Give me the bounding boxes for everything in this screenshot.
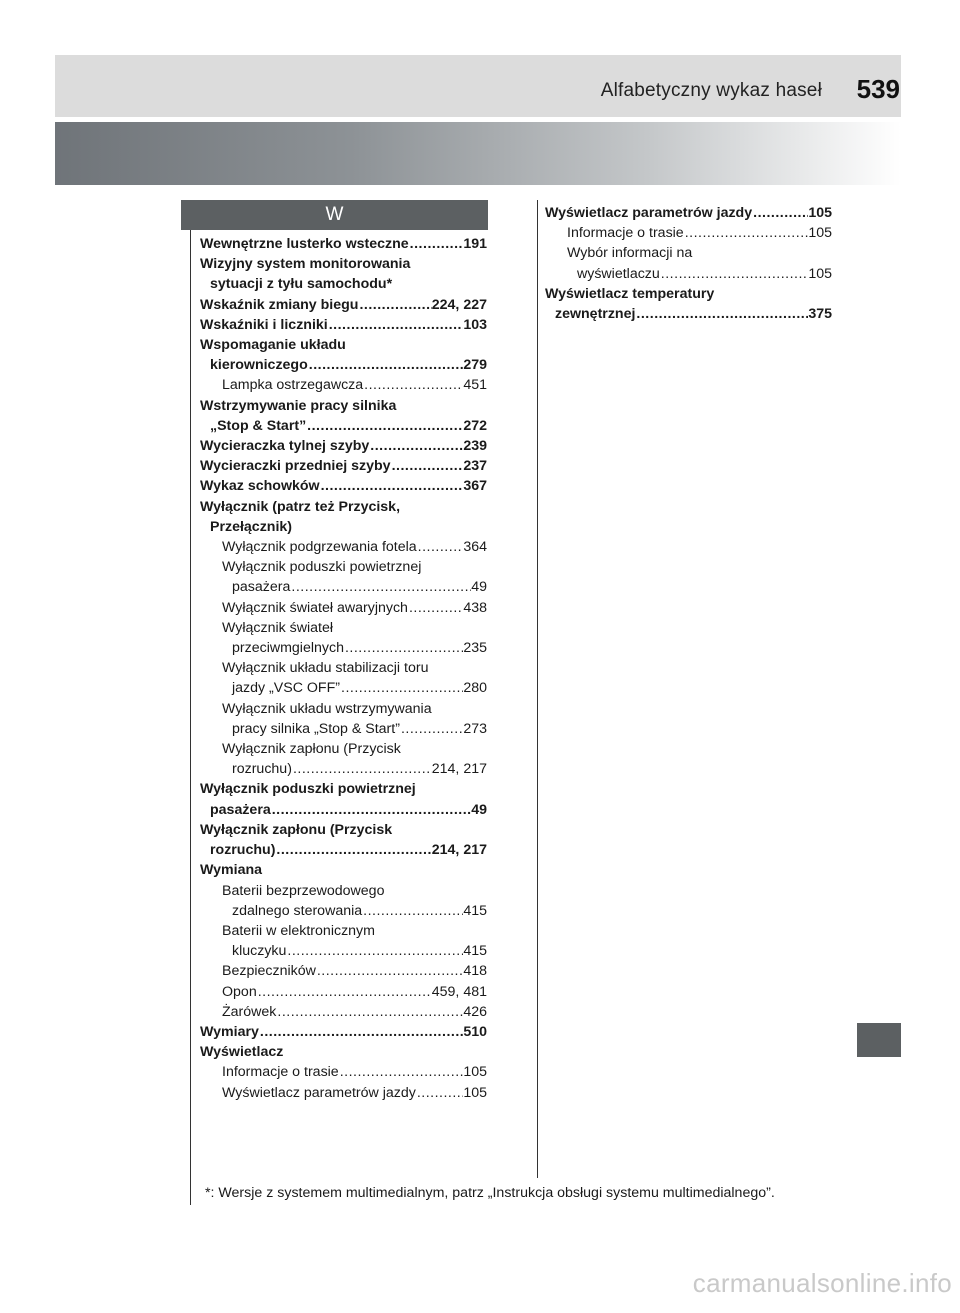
index-subentry — [200, 1062, 487, 1082]
index-column-1 — [200, 234, 487, 1103]
index-entry-text: Wymiana — [200, 862, 263, 879]
dot-leader — [290, 577, 471, 597]
index-entry — [200, 254, 487, 294]
index-entry-text: rozruchu) — [210, 842, 276, 859]
dot-leader — [344, 638, 463, 658]
index-page-ref: 426 — [463, 1003, 487, 1020]
index-page-ref: 510 — [463, 1023, 487, 1040]
footnote: *: Wersje z systemem multimedialnym, patrz „Instrukcja obsługi systemu multimedialnego”. — [205, 1185, 775, 1201]
index-page-ref: 273 — [463, 720, 487, 737]
index-entry-text: Wyłącznik (patrz też Przycisk, — [200, 498, 401, 515]
index-subentry — [200, 598, 487, 618]
column-divider-middle — [537, 200, 538, 1178]
index-page-ref: 191 — [463, 236, 487, 252]
index-page-ref: 451 — [463, 377, 487, 394]
index-entry-text: Wycieraczka tylnej szyby — [200, 438, 370, 455]
dot-leader — [363, 375, 463, 395]
dot-leader — [408, 598, 463, 618]
index-page-ref: 214, 217 — [431, 842, 487, 859]
index-entry-text: Wymiary — [200, 1023, 259, 1040]
dot-leader — [752, 203, 808, 223]
index-page-ref: 418 — [463, 963, 487, 980]
column-divider-left — [190, 230, 191, 1205]
index-subentry — [200, 921, 487, 961]
index-entry-text: Wspomaganie układu — [200, 337, 346, 354]
dot-leader — [417, 537, 464, 557]
index-entry-text: Przełącznik) — [210, 518, 293, 535]
index-page-ref: 272 — [463, 417, 487, 434]
index-page-ref: 415 — [463, 943, 487, 960]
index-page-ref: 367 — [463, 478, 487, 495]
dot-leader — [635, 304, 808, 324]
dot-leader — [409, 234, 464, 254]
index-entry-text: pasażera — [232, 579, 291, 596]
dot-leader — [339, 1062, 464, 1082]
index-entry — [200, 436, 487, 456]
index-page-ref: 105 — [808, 225, 832, 242]
index-entry-text: jazdy „VSC OFF” — [232, 680, 340, 697]
index-entry — [200, 1022, 487, 1042]
index-page-ref: 214, 217 — [431, 761, 487, 778]
dot-leader — [259, 1022, 463, 1042]
index-entry-text: kierowniczego — [210, 357, 308, 374]
index-entry-text: Bezpieczników — [222, 963, 316, 980]
dot-leader — [358, 295, 431, 315]
index-entry — [200, 860, 487, 880]
index-entry — [200, 820, 487, 860]
index-page-ref: 239 — [463, 438, 487, 455]
dot-leader — [257, 982, 432, 1002]
dot-leader — [400, 719, 463, 739]
index-entry-text: Wycieraczki przedniej szyby — [200, 458, 391, 475]
index-entry-text: pasażera — [210, 801, 271, 818]
index-page-ref: 415 — [463, 902, 487, 919]
index-entry-text: Wyłącznik poduszki powietrznej — [222, 559, 422, 576]
site-watermark: carmanualsonline.info — [692, 1268, 952, 1298]
index-page-ref: 279 — [463, 357, 487, 374]
dot-leader — [391, 456, 464, 476]
index-page-ref: 364 — [463, 539, 487, 556]
index-entry-text: zewnętrznej — [555, 306, 636, 323]
index-page-ref: 105 — [808, 265, 832, 282]
dot-leader — [275, 840, 431, 860]
index-entry-text: „Stop & Start” — [210, 417, 307, 434]
index-subentry — [200, 375, 487, 395]
index-subentry — [545, 223, 832, 243]
index-page-ref: 375 — [808, 306, 832, 323]
index-page-ref: 105 — [463, 1084, 487, 1101]
index-entry-text: Wyświetlacz temperatury — [545, 285, 715, 302]
index-entry-text: Żarówek — [222, 1003, 277, 1020]
index-page-ref: 224, 227 — [431, 296, 487, 313]
page-header-title: Alfabetyczny wykaz haseł — [600, 80, 822, 101]
dot-leader — [320, 476, 464, 496]
index-entry — [200, 476, 487, 496]
index-entry — [200, 295, 487, 315]
index-column-2 — [545, 203, 832, 324]
dot-leader — [684, 223, 809, 243]
index-entry-text: Lampka ostrzegawcza — [222, 377, 364, 394]
index-entry-text: Wyświetlacz — [200, 1044, 284, 1061]
index-entry-text: Informacje o trasie — [222, 1064, 339, 1081]
index-entry-text: Informacje o trasie — [567, 225, 684, 242]
dot-leader — [308, 355, 464, 375]
index-entry-text: przeciwmgielnych — [232, 640, 344, 657]
index-subentry — [200, 961, 487, 981]
dot-leader — [292, 759, 432, 779]
index-entry-text: Wybór informacji na — [567, 245, 693, 262]
index-subentry — [200, 1083, 487, 1103]
index-page-ref: 105 — [463, 1064, 487, 1081]
index-entry-text: Opon — [222, 983, 257, 1000]
index-page-ref: 438 — [463, 599, 487, 616]
index-entry-text: Baterii w elektronicznym — [222, 922, 375, 939]
index-subentry — [200, 1002, 487, 1022]
dot-leader — [660, 264, 809, 284]
index-page-ref: 459, 481 — [431, 983, 487, 1000]
index-entry-text: Wstrzymywanie pracy silnika — [200, 397, 397, 414]
index-entry — [200, 456, 487, 476]
index-entry-text: Wyłącznik świateł — [222, 619, 334, 636]
section-letter-tab: W — [181, 200, 488, 230]
index-entry-text: Wyłącznik układu stabilizacji toru — [222, 660, 429, 677]
index-entry — [200, 396, 487, 436]
dot-leader — [362, 901, 463, 921]
index-entry-text: Wyświetlacz parametrów jazdy — [222, 1084, 416, 1101]
index-subentry — [200, 658, 487, 698]
index-entry-text: Baterii bezprzewodowego — [222, 882, 385, 899]
index-entry-text: sytuacji z tyłu samochodu* — [210, 276, 393, 293]
index-entry — [200, 234, 487, 254]
page-number: 539 — [856, 74, 900, 104]
index-entry — [200, 779, 487, 819]
index-entry-text: kluczyku — [232, 943, 287, 960]
index-entry-text: Wizyjny system monitorowania — [200, 256, 411, 273]
dot-leader — [286, 941, 463, 961]
header-gradient-band — [55, 122, 901, 185]
index-entry — [200, 335, 487, 375]
index-subentry — [545, 243, 832, 283]
index-entry-text: Wyłącznik świateł awaryjnych — [222, 599, 408, 616]
dot-leader — [306, 416, 463, 436]
index-entry — [545, 203, 832, 223]
dot-leader — [316, 961, 463, 981]
dot-leader — [271, 800, 471, 820]
index-subentry — [200, 982, 487, 1002]
index-entry-text: pracy silnika „Stop & Start” — [232, 720, 400, 737]
index-subentry — [200, 618, 487, 658]
index-page-ref: 105 — [808, 205, 832, 221]
index-entry-text: Wewnętrzne lusterko wsteczne — [200, 236, 409, 252]
index-page-ref: 103 — [463, 316, 487, 333]
index-page-ref: 235 — [463, 640, 487, 657]
index-entry-text: Wyłącznik poduszki powietrznej — [200, 781, 416, 798]
index-subentry — [200, 699, 487, 739]
index-subentry — [200, 881, 487, 921]
index-entry-text: Wskaźniki i liczniki — [200, 316, 328, 333]
index-entry-text: Wyświetlacz parametrów jazdy — [545, 205, 753, 221]
dot-leader — [276, 1002, 463, 1022]
index-subentry — [200, 537, 487, 557]
index-entry — [200, 315, 487, 335]
dot-leader — [328, 315, 464, 335]
index-entry-text: wyświetlaczu — [577, 265, 660, 282]
index-entry-text: Wyłącznik zapłonu (Przycisk — [222, 741, 401, 758]
index-entry — [200, 1042, 487, 1062]
index-entry-text: zdalnego sterowania — [232, 902, 363, 919]
index-page-ref: 237 — [463, 458, 487, 475]
dot-leader — [369, 436, 463, 456]
index-entry-text: Wyłącznik podgrzewania fotela — [222, 539, 417, 556]
chapter-thumb-tab — [857, 1023, 901, 1057]
index-page-ref: 49 — [471, 801, 487, 818]
index-entry-text: Wykaz schowków — [200, 478, 320, 495]
index-entry-text: rozruchu) — [232, 761, 292, 778]
index-subentry — [200, 557, 487, 597]
index-entry-text: Wyłącznik układu wstrzymywania — [222, 700, 432, 717]
index-entry — [200, 497, 487, 537]
dot-leader — [340, 678, 463, 698]
index-entry — [545, 284, 832, 324]
dot-leader — [416, 1083, 464, 1103]
index-entry-text: Wskaźnik zmiany biegu — [200, 296, 359, 313]
index-subentry — [200, 739, 487, 779]
index-page-ref: 49 — [471, 579, 487, 596]
index-entry-text: Wyłącznik zapłonu (Przycisk — [200, 821, 393, 838]
index-page-ref: 280 — [463, 680, 487, 697]
